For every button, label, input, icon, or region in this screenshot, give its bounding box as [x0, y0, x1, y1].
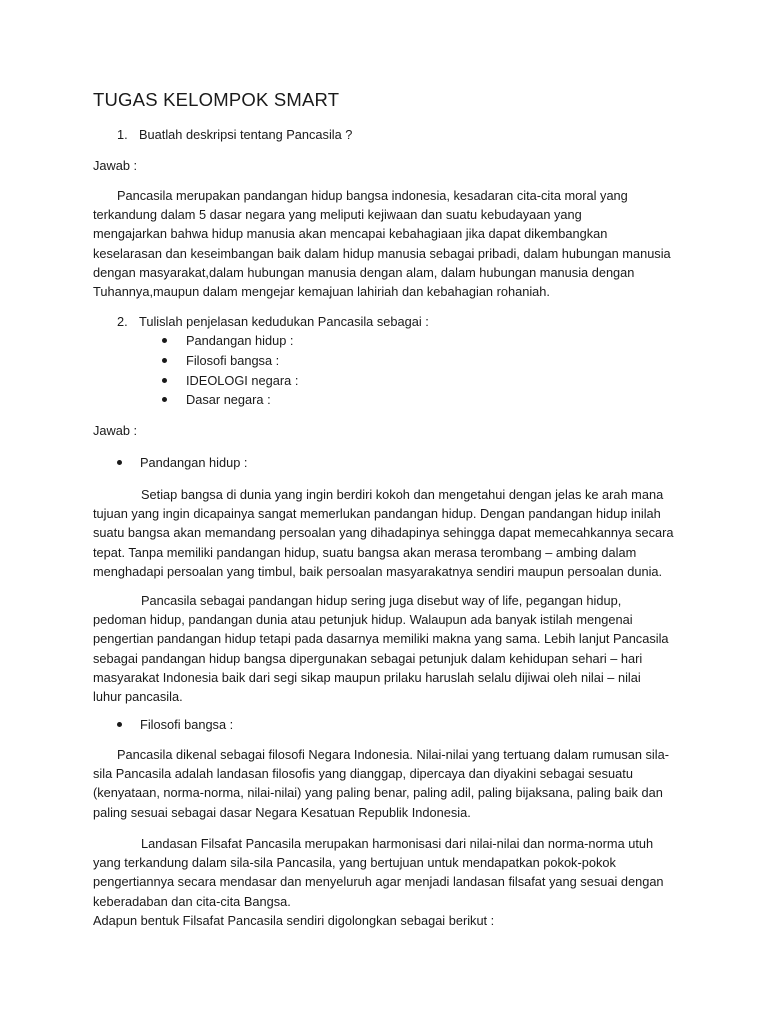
paragraph-line: Landasan Filsafat Pancasila merupakan harmonisasi dari nilai-nilai dan norma-norma utuh: [141, 836, 654, 851]
question-1-number: 1.: [117, 127, 128, 142]
filosofi-bangsa-paragraph-2: [93, 834, 673, 930]
answer-label-2: Jawab :: [93, 423, 138, 438]
question-2-item: Dasar negara :: [186, 392, 271, 407]
question-2-item: Filosofi bangsa :: [186, 353, 280, 368]
paragraph-line: Pancasila merupakan pandangan hidup bangsa indonesia, kesadaran cita-cita moral yang: [117, 188, 628, 203]
paragraph-line: terkandung dalam 5 dasar negara yang meliputi kejiwaan dan suatu kebudayaan yang: [93, 207, 582, 223]
paragraph-line: sila Pancasila adalah landasan filosofis yang dianggap, dipercaya dan diyakini sebagai sesuatu: [93, 766, 633, 782]
paragraph-line: keselarasan dan keseimbangan baik dalam hidup manusia sebagai pribadi, dalam hubungan manusia: [93, 245, 671, 261]
paragraph-line: dengan masyarakat,dalam hubungan manusia dengan alam, dalam hubungan manusia dengan: [93, 264, 635, 280]
paragraph-line: keberadaban dan cita-cita Bangsa.: [93, 893, 291, 909]
bullet-icon: [162, 338, 167, 343]
bullet-icon: [162, 397, 167, 402]
question-1-text: Buatlah deskripsi tentang Pancasila ?: [139, 127, 353, 142]
document-title: TUGAS KELOMPOK SMART: [93, 89, 340, 110]
question-1: [117, 127, 352, 142]
bullet-icon: [117, 460, 122, 465]
section-heading-pandangan-hidup: Pandangan hidup :: [140, 455, 248, 470]
paragraph-line: Setiap bangsa di dunia yang ingin berdiri kokoh dan mengetahui dengan jelas ke arah mana: [141, 487, 664, 502]
paragraph-line: suatu bangsa akan memandang persoalan yang dihadapinya sehingga dapat memecahkannya secara: [93, 525, 674, 541]
question-2-item: Pandangan hidup :: [186, 333, 294, 348]
paragraph-line: pengertian pandangan hidup tetapi pada dasarnya memiliki makna yang sama. Lebih lanjut Pancasila: [93, 631, 669, 647]
paragraph-line: Adapun bentuk Filsafat Pancasila sendiri digolongkan sebagai berikut :: [93, 912, 495, 928]
question-2-number: 2.: [117, 314, 128, 329]
paragraph-line: Pancasila sebagai pandangan hidup sering juga disebut way of life, pegangan hidup,: [141, 593, 622, 608]
filosofi-bangsa-paragraph-1: [93, 745, 673, 822]
paragraph-line: sebagai pandangan hidup bangsa dipergunakan sebagai petunjuk dalam kehidupan sehari – hari: [93, 650, 643, 666]
paragraph-line: Tuhannya,maupun dalam mengejar kemajuan lahiriah dan kebahagian rohaniah.: [93, 284, 550, 300]
answer-1-paragraph: [93, 186, 673, 301]
paragraph-line: paling sesuai sebagai dasar Negara Kesatuan Republik Indonesia.: [93, 804, 471, 820]
paragraph-line: pedoman hidup, pandangan dunia atau petunjuk hidup. Walaupun ada banyak istilah mengenai: [93, 612, 633, 628]
bullet-icon: [117, 722, 122, 727]
paragraph-line: menghadapi persoalan yang timbul, baik persoalan masyarakatnya sendiri maupun persoalan dunia.: [93, 563, 663, 579]
paragraph-line: (kenyataan, norma-norma, nilai-nilai) yang paling benar, paling adil, paling bijaksana, paling baik dan: [93, 785, 663, 801]
pandangan-hidup-paragraph-2: [93, 591, 673, 706]
paragraph-line: masyarakat Indonesia baik dari segi sikap maupun prilaku haruslah selalu dijiwai oleh nilai – nilai: [93, 669, 641, 685]
paragraph-line: yang terkandung dalam sila-sila Pancasila, yang bertujuan untuk mendapatkan pokok-pokok: [93, 855, 616, 871]
question-2-item: IDEOLOGI negara :: [186, 373, 299, 388]
paragraph-line: tujuan yang ingin dicapainya sangat memerlukan pandangan hidup. Dengan pandangan hidup inilah: [93, 506, 661, 522]
paragraph-line: mengajarkan bahwa hidup manusia akan mencapai kebahagiaan jika dapat dikembangkan: [93, 226, 608, 242]
question-2: [117, 314, 429, 329]
question-2-text: Tulislah penjelasan kedudukan Pancasila sebagai :: [139, 314, 429, 329]
bullet-icon: [162, 378, 167, 383]
bullet-icon: [162, 358, 167, 363]
paragraph-line: tepat. Tanpa memiliki pandangan hidup, suatu bangsa akan merasa terombang – ambing dalam: [93, 544, 637, 560]
paragraph-line: Pancasila dikenal sebagai filosofi Negara Indonesia. Nilai-nilai yang tertuang dalam rumusan sila-: [117, 747, 669, 762]
pandangan-hidup-paragraph-1: [93, 485, 673, 581]
paragraph-line: pengertiannya secara mendasar dan menyeluruh agar menjadi landasan filsafat yang sesuai dengan: [93, 874, 664, 890]
paragraph-line: luhur pancasila.: [93, 689, 183, 705]
answer-label-1: Jawab :: [93, 158, 138, 173]
section-heading-filosofi-bangsa: Filosofi bangsa :: [140, 717, 234, 732]
